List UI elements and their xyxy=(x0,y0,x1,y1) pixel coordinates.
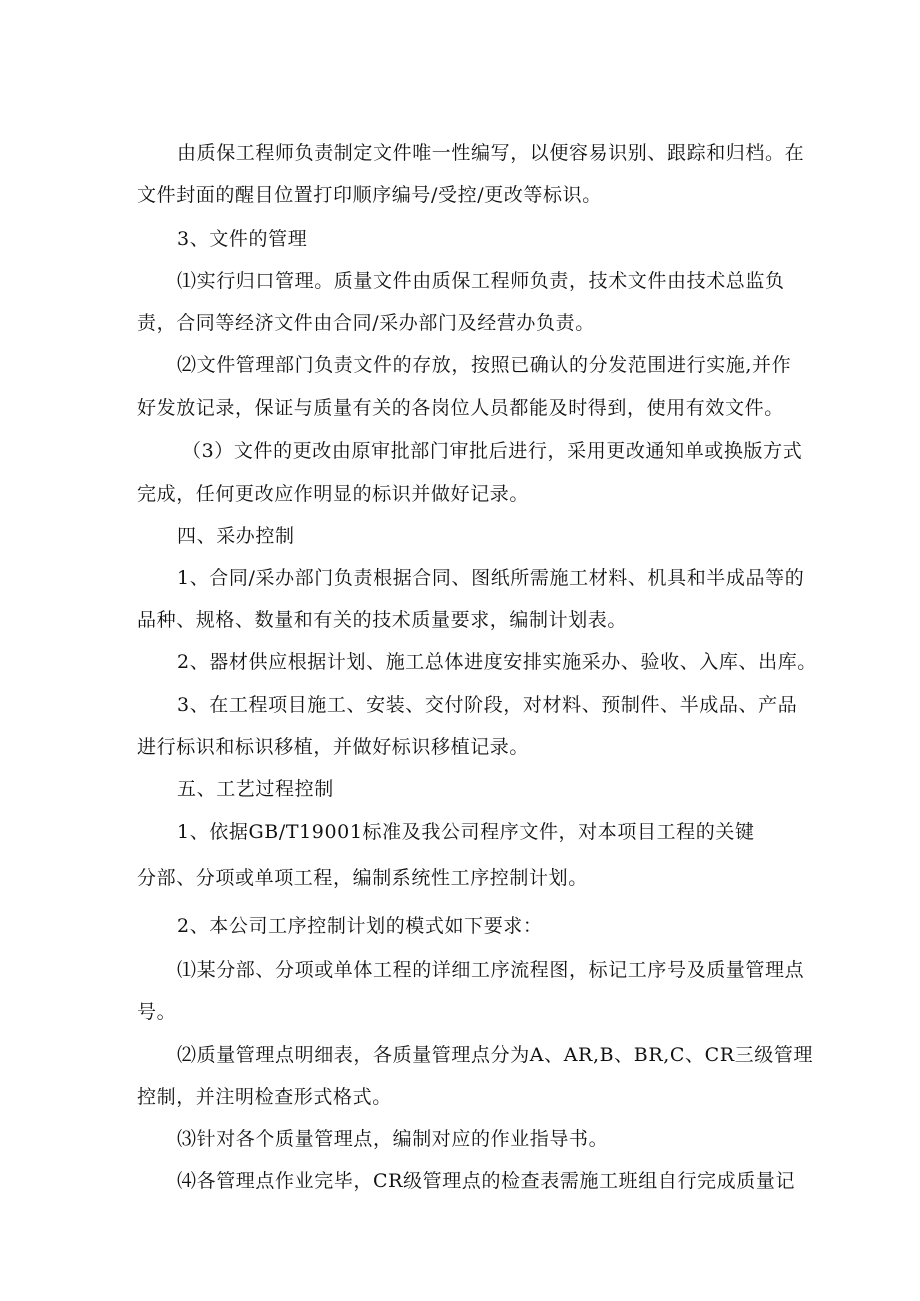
text-line: 2、器材供应根据计划、施工总体进度安排实施采办、验收、入库、出库。 xyxy=(177,651,817,673)
text-line: （3）文件的更改由原审批部门审批后进行，采用更改通知单或换版方式 xyxy=(182,440,803,462)
text-line: 2、本公司工序控制计划的模式如下要求： xyxy=(177,915,543,937)
text-line: ⑵文件管理部门负责文件的存放，按照已确认的分发范围进行实施,并作 xyxy=(177,354,792,376)
text-line: 好发放记录，保证与质量有关的各岗位人员都能及时得到，使用有效文件。 xyxy=(137,397,784,419)
text-line: 3、在工程项目施工、安装、交付阶段，对材料、预制件、半成品、产品 xyxy=(177,694,798,716)
text-line: ⑵质量管理点明细表，各质量管理点分为A、AR,B、BR,C、CR三级管理 xyxy=(177,1044,814,1066)
text-line: ⑷各管理点作业完毕，CR级管理点的检查表需施工班组自行完成质量记 xyxy=(177,1170,796,1192)
text-line: 号。 xyxy=(137,1001,177,1023)
text-line: 控制，并注明检查形式格式。 xyxy=(137,1086,392,1108)
text-line: 完成，任何更改应作明显的标识并做好记录。 xyxy=(137,483,530,505)
section-heading: 五、工艺过程控制 xyxy=(177,778,334,800)
section-heading: 3、文件的管理 xyxy=(177,228,308,250)
text-line: 文件封面的醒目位置打印顺序编号/受控/更改等标识。 xyxy=(137,184,602,206)
text-line: ⑴某分部、分项或单体工程的详细工序流程图，标记工序号及质量管理点 xyxy=(177,959,805,981)
text-line: 分部、分项或单项工程，编制系统性工序控制计划。 xyxy=(137,867,588,889)
text-line: 责，合同等经济文件由合同/采办部门及经营办负责。 xyxy=(137,312,595,334)
text-line: 1、合同/采办部门负责根据合同、图纸所需施工材料、机具和半成品等的 xyxy=(177,567,805,589)
text-line: 1、依据GB/T19001标准及我公司程序文件，对本项目工程的关键 xyxy=(177,821,755,843)
text-line: ⑶针对各个质量管理点，编制对应的作业指导书。 xyxy=(177,1128,609,1150)
text-line: 由质保工程师负责制定文件唯一性编写，以便容易识别、跟踪和归档。在 xyxy=(177,142,805,164)
text-line: 品种、规格、数量和有关的技术质量要求，编制计划表。 xyxy=(137,609,628,631)
text-line: 进行标识和标识移植，并做好标识移植记录。 xyxy=(137,736,530,758)
text-line: ⑴实行归口管理。质量文件由质保工程师负责，技术文件由技术总监负 xyxy=(177,270,785,292)
section-heading: 四、采办控制 xyxy=(177,525,295,547)
